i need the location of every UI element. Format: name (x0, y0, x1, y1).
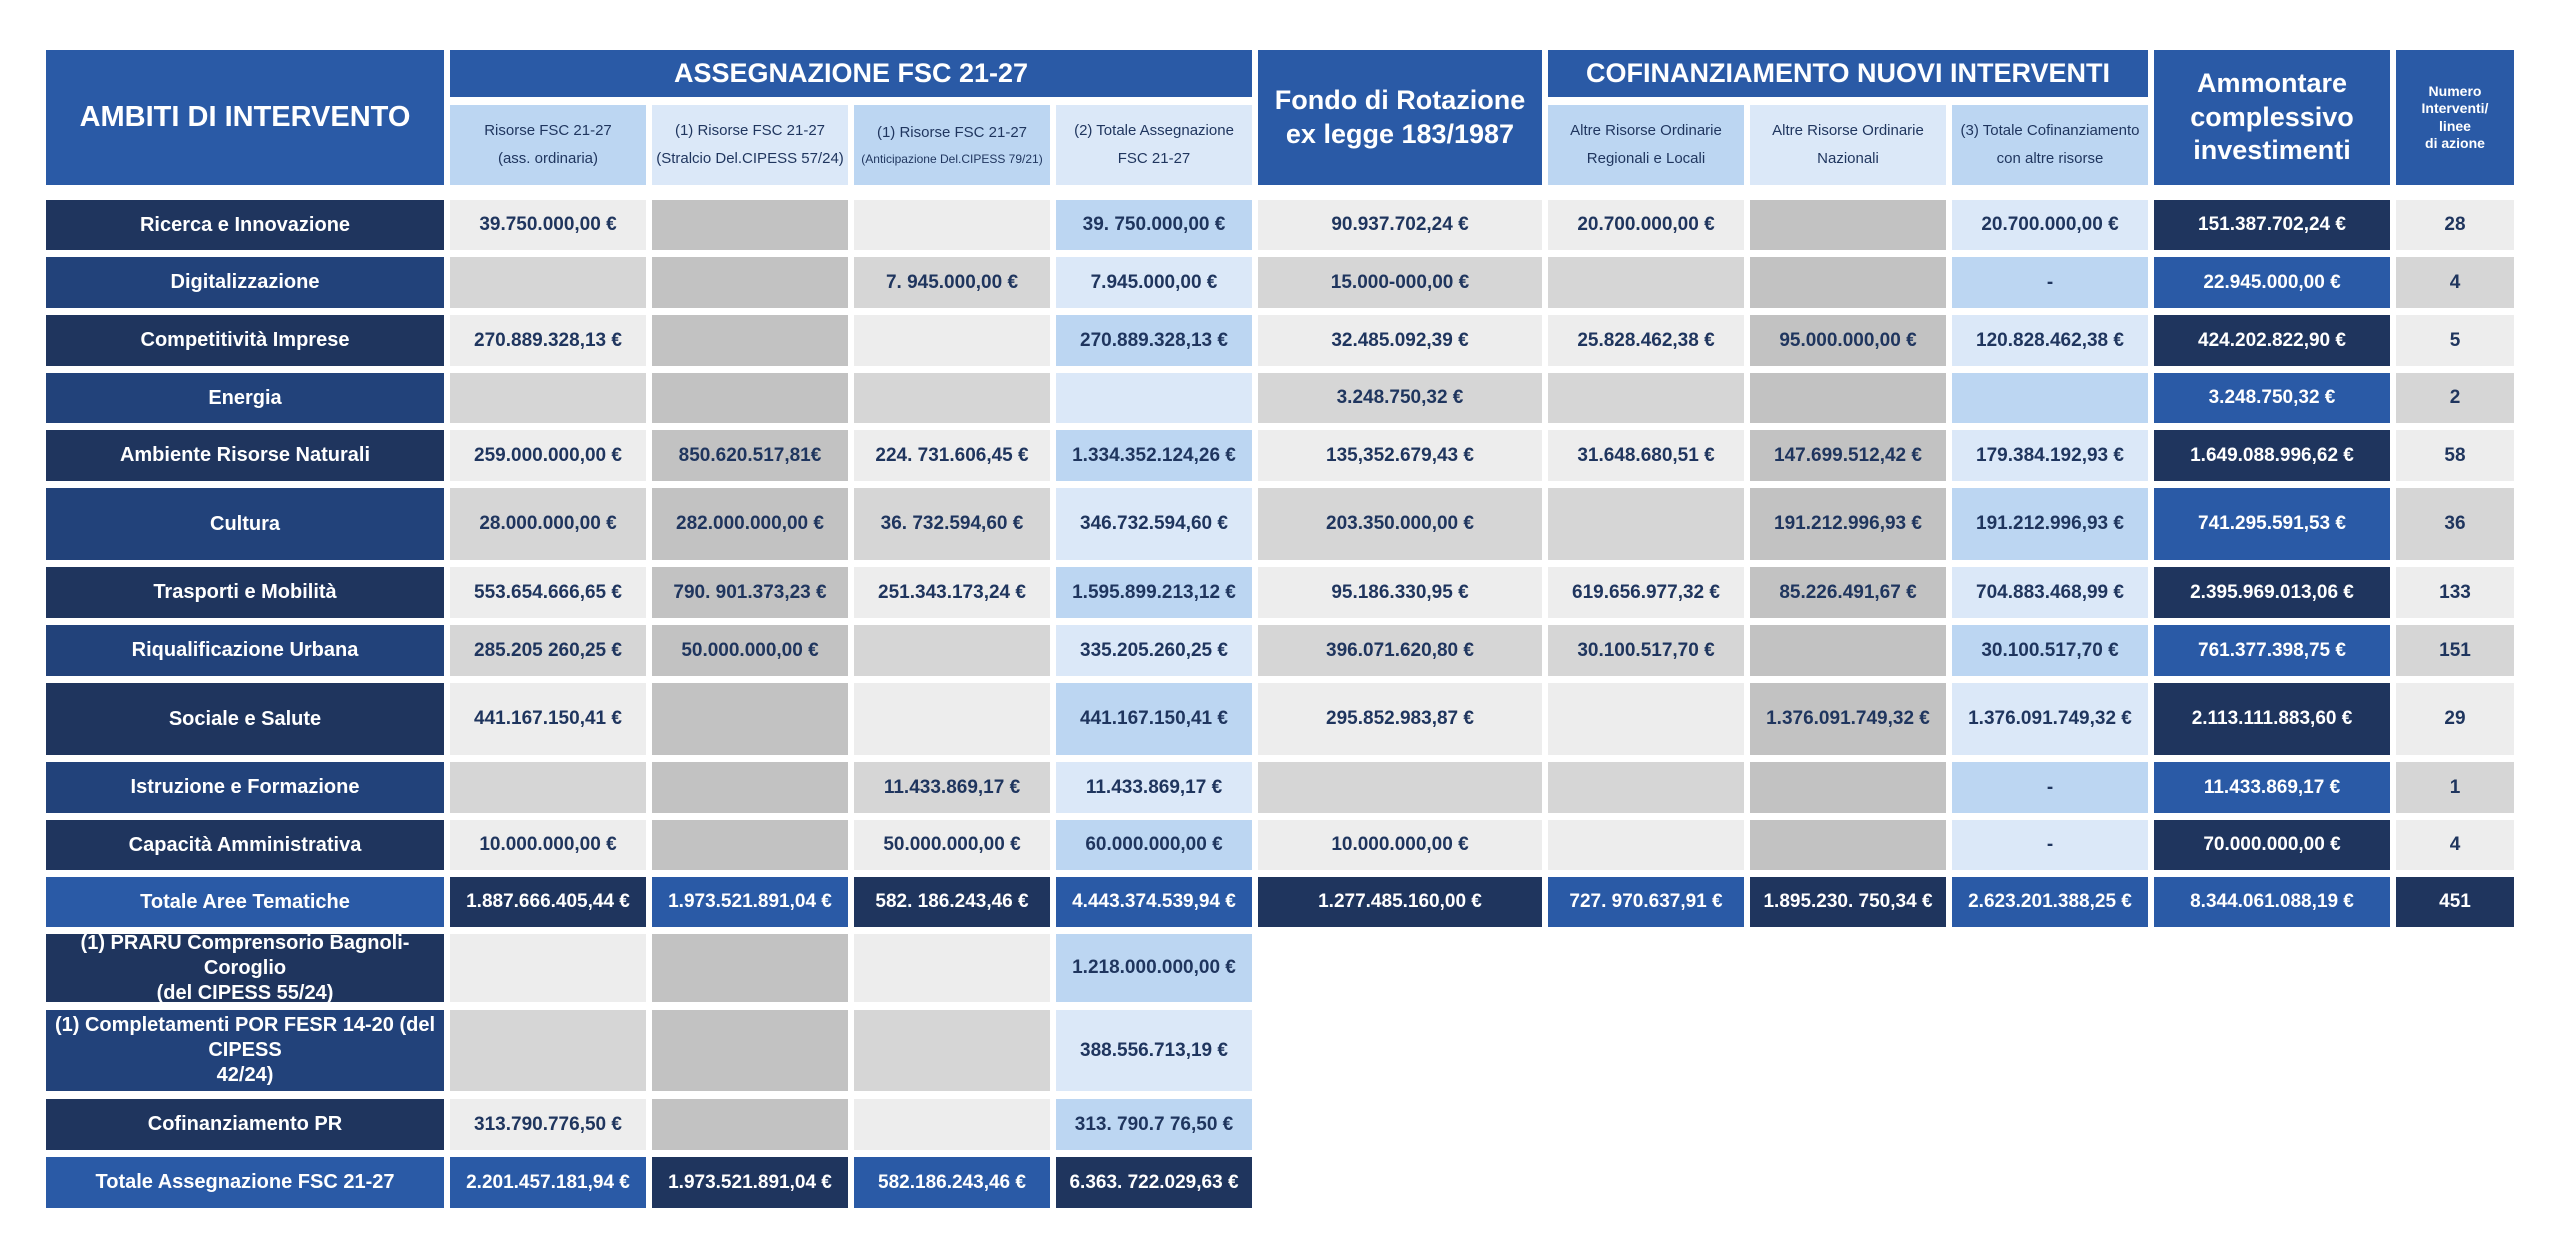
cell-ordinaria: 1.887.666.405,44 € (450, 877, 646, 927)
cell-nazionali (1750, 373, 1946, 423)
cell-numero: 4 (2396, 257, 2514, 308)
header-sub-totale-assegnazione: (2) Totale Assegnazione FSC 21-27 (1056, 105, 1252, 185)
row-label: Totale Assegnazione FSC 21-27 (46, 1157, 444, 1208)
cell-nazionali: 95.000.000,00 € (1750, 315, 1946, 366)
cell-regionali (1548, 683, 1744, 755)
cell-nazionali: 1.895.230. 750,34 € (1750, 877, 1946, 927)
row-label: Digitalizzazione (46, 257, 444, 308)
cell-anticipazione: 582. 186.243,46 € (854, 877, 1050, 927)
cell-anticipazione: 36. 732.594,60 € (854, 488, 1050, 560)
row-label: Cultura (46, 488, 444, 560)
cell-totale-ass: 6.363. 722.029,63 € (1056, 1157, 1252, 1208)
cell-anticipazione (854, 373, 1050, 423)
cell-totale-ass: 388.556.713,19 € (1056, 1010, 1252, 1091)
cell-anticipazione (854, 934, 1050, 1002)
cell-totale-cof: 20.700.000,00 € (1952, 200, 2148, 250)
cell-regionali (1548, 257, 1744, 308)
cell-totale-ass: 346.732.594,60 € (1056, 488, 1252, 560)
cell-ordinaria: 270.889.328,13 € (450, 315, 646, 366)
cell-anticipazione (854, 200, 1050, 250)
cell-ordinaria: 2.201.457.181,94 € (450, 1157, 646, 1208)
cell-fondo: 95.186.330,95 € (1258, 567, 1542, 618)
cell-totale-cof: 120.828.462,38 € (1952, 315, 2148, 366)
cell-totale-ass: 335.205.260,25 € (1056, 625, 1252, 676)
cell-ordinaria (450, 257, 646, 308)
cell-fondo: 135,352.679,43 € (1258, 430, 1542, 481)
cell-ammontare: 11.433.869,17 € (2154, 762, 2390, 813)
cell-numero: 28 (2396, 200, 2514, 250)
cell-nazionali: 1.376.091.749,32 € (1750, 683, 1946, 755)
row-label: Sociale e Salute (46, 683, 444, 755)
cell-totale-ass: 7.945.000,00 € (1056, 257, 1252, 308)
cell-totale-ass: 4.443.374.539,94 € (1056, 877, 1252, 927)
cell-totale-cof: 179.384.192,93 € (1952, 430, 2148, 481)
cell-nazionali (1750, 257, 1946, 308)
cell-ordinaria (450, 934, 646, 1002)
cell-numero: 151 (2396, 625, 2514, 676)
header-sub-regionali: Altre Risorse Ordinarie Regionali e Locali (1548, 105, 1744, 185)
cell-nazionali: 147.699.512,42 € (1750, 430, 1946, 481)
cell-stralcio (652, 683, 848, 755)
cell-numero: 58 (2396, 430, 2514, 481)
header-ambiti: AMBITI DI INTERVENTO (46, 50, 444, 185)
cell-ammontare: 70.000.000,00 € (2154, 820, 2390, 870)
header-numero: Numero Interventi/ linee di azione (2396, 50, 2514, 185)
cell-nazionali: 191.212.996,93 € (1750, 488, 1946, 560)
cell-fondo: 295.852.983,87 € (1258, 683, 1542, 755)
cell-ammontare: 3.248.750,32 € (2154, 373, 2390, 423)
cell-totale-cof: 704.883.468,99 € (1952, 567, 2148, 618)
header-cofinanziamento: COFINANZIAMENTO NUOVI INTERVENTI (1548, 50, 2148, 97)
cell-ammontare: 151.387.702,24 € (2154, 200, 2390, 250)
row-label: Ambiente Risorse Naturali (46, 430, 444, 481)
cell-stralcio (652, 934, 848, 1002)
header-assegnazione: ASSEGNAZIONE FSC 21-27 (450, 50, 1252, 97)
cell-totale-cof: - (1952, 257, 2148, 308)
cell-ordinaria (450, 762, 646, 813)
cell-fondo: 1.277.485.160,00 € (1258, 877, 1542, 927)
cell-anticipazione (854, 1099, 1050, 1150)
header-fondo: Fondo di Rotazione ex legge 183/1987 (1258, 50, 1542, 185)
cell-stralcio (652, 373, 848, 423)
cell-anticipazione (854, 1010, 1050, 1091)
cell-fondo: 203.350.000,00 € (1258, 488, 1542, 560)
cell-anticipazione: 50.000.000,00 € (854, 820, 1050, 870)
cell-fondo: 10.000.000,00 € (1258, 820, 1542, 870)
cell-regionali (1548, 373, 1744, 423)
row-label: Ricerca e Innovazione (46, 200, 444, 250)
row-label: Riqualificazione Urbana (46, 625, 444, 676)
cell-anticipazione: 11.433.869,17 € (854, 762, 1050, 813)
cell-anticipazione (854, 315, 1050, 366)
cell-ordinaria: 313.790.776,50 € (450, 1099, 646, 1150)
cell-stralcio: 1.973.521.891,04 € (652, 1157, 848, 1208)
cell-nazionali (1750, 762, 1946, 813)
header-sub-anticipazione-line1: (1) Risorse FSC 21-27 (876, 124, 1028, 142)
cell-regionali: 20.700.000,00 € (1548, 200, 1744, 250)
cell-totale-ass: 60.000.000,00 € (1056, 820, 1252, 870)
cell-numero: 133 (2396, 567, 2514, 618)
cell-regionali (1548, 762, 1744, 813)
header-sub-ordinaria: Risorse FSC 21-27 (ass. ordinaria) (450, 105, 646, 185)
cell-regionali: 619.656.977,32 € (1548, 567, 1744, 618)
cell-numero: 451 (2396, 877, 2514, 927)
cell-numero: 36 (2396, 488, 2514, 560)
row-label: Trasporti e Mobilità (46, 567, 444, 618)
cell-stralcio (652, 257, 848, 308)
cell-ordinaria: 285.205 260,25 € (450, 625, 646, 676)
cell-numero: 4 (2396, 820, 2514, 870)
cell-totale-cof (1952, 373, 2148, 423)
cell-regionali (1548, 820, 1744, 870)
cell-stralcio: 850.620.517,81€ (652, 430, 848, 481)
cell-ordinaria: 10.000.000,00 € (450, 820, 646, 870)
header-sub-anticipazione-line2: (Anticipazione Del.CIPESS 79/21) (861, 151, 1043, 166)
cell-totale-cof: - (1952, 820, 2148, 870)
cell-stralcio (652, 820, 848, 870)
cell-anticipazione: 251.343.173,24 € (854, 567, 1050, 618)
cell-stralcio: 1.973.521.891,04 € (652, 877, 848, 927)
cell-stralcio (652, 315, 848, 366)
row-label: Totale Aree Tematiche (46, 877, 444, 927)
cell-totale-ass: 313. 790.7 76,50 € (1056, 1099, 1252, 1150)
cell-anticipazione: 224. 731.606,45 € (854, 430, 1050, 481)
cell-totale-ass: 1.218.000.000,00 € (1056, 934, 1252, 1002)
cell-fondo: 15.000-000,00 € (1258, 257, 1542, 308)
cell-fondo: 32.485.092,39 € (1258, 315, 1542, 366)
row-label: Energia (46, 373, 444, 423)
cell-ammontare: 22.945.000,00 € (2154, 257, 2390, 308)
cell-totale-ass: 441.167.150,41 € (1056, 683, 1252, 755)
cell-stralcio (652, 762, 848, 813)
cell-anticipazione (854, 625, 1050, 676)
row-label: Cofinanziamento PR (46, 1099, 444, 1150)
cell-stralcio (652, 1010, 848, 1091)
row-label: (1) Completamenti POR FESR 14-20 (del CIPESS 42/24) (46, 1010, 444, 1091)
row-label: Competitività Imprese (46, 315, 444, 366)
cell-regionali: 25.828.462,38 € (1548, 315, 1744, 366)
cell-totale-ass: 11.433.869,17 € (1056, 762, 1252, 813)
cell-fondo: 3.248.750,32 € (1258, 373, 1542, 423)
cell-numero: 5 (2396, 315, 2514, 366)
cell-fondo: 396.071.620,80 € (1258, 625, 1542, 676)
cell-anticipazione: 7. 945.000,00 € (854, 257, 1050, 308)
cell-regionali (1548, 488, 1744, 560)
cell-ammontare: 761.377.398,75 € (2154, 625, 2390, 676)
cell-ordinaria (450, 373, 646, 423)
cell-numero: 1 (2396, 762, 2514, 813)
cell-numero: 29 (2396, 683, 2514, 755)
cell-stralcio: 790. 901.373,23 € (652, 567, 848, 618)
cell-regionali: 31.648.680,51 € (1548, 430, 1744, 481)
cell-anticipazione (854, 683, 1050, 755)
cell-fondo: 90.937.702,24 € (1258, 200, 1542, 250)
cell-ordinaria (450, 1010, 646, 1091)
cell-ordinaria: 28.000.000,00 € (450, 488, 646, 560)
cell-ammontare: 2.395.969.013,06 € (2154, 567, 2390, 618)
cell-totale-ass: 270.889.328,13 € (1056, 315, 1252, 366)
cell-totale-cof: 191.212.996,93 € (1952, 488, 2148, 560)
cell-stralcio: 282.000.000,00 € (652, 488, 848, 560)
cell-ammontare: 2.113.111.883,60 € (2154, 683, 2390, 755)
row-label: Istruzione e Formazione (46, 762, 444, 813)
cell-numero: 2 (2396, 373, 2514, 423)
cell-ammontare: 741.295.591,53 € (2154, 488, 2390, 560)
cell-ordinaria: 553.654.666,65 € (450, 567, 646, 618)
cell-nazionali (1750, 200, 1946, 250)
cell-ordinaria: 441.167.150,41 € (450, 683, 646, 755)
cell-fondo (1258, 762, 1542, 813)
header-sub-stralcio: (1) Risorse FSC 21-27 (Stralcio Del.CIPESS 57/24) (652, 105, 848, 185)
cell-ordinaria: 39.750.000,00 € (450, 200, 646, 250)
cell-nazionali (1750, 625, 1946, 676)
cell-regionali: 727. 970.637,91 € (1548, 877, 1744, 927)
cell-totale-cof: 2.623.201.388,25 € (1952, 877, 2148, 927)
cell-stralcio: 50.000.000,00 € (652, 625, 848, 676)
cell-ammontare: 1.649.088.996,62 € (2154, 430, 2390, 481)
cell-totale-cof: - (1952, 762, 2148, 813)
cell-totale-ass: 1.334.352.124,26 € (1056, 430, 1252, 481)
cell-nazionali (1750, 820, 1946, 870)
cell-totale-ass (1056, 373, 1252, 423)
cell-ammontare: 8.344.061.088,19 € (2154, 877, 2390, 927)
cell-nazionali: 85.226.491,67 € (1750, 567, 1946, 618)
header-ammontare: Ammontare complessivo investimenti (2154, 50, 2390, 185)
cell-totale-ass: 1.595.899.213,12 € (1056, 567, 1252, 618)
header-sub-totale-cofinanziamento: (3) Totale Cofinanziamento con altre risorse (1952, 105, 2148, 185)
cell-stralcio (652, 1099, 848, 1150)
cell-ammontare: 424.202.822,90 € (2154, 315, 2390, 366)
cell-totale-cof: 30.100.517,70 € (1952, 625, 2148, 676)
header-sub-anticipazione (854, 105, 1050, 185)
row-label: Capacità Amministrativa (46, 820, 444, 870)
row-label: (1) PRARU Comprensorio Bagnoli-Coroglio (del CIPESS 55/24) (46, 934, 444, 1002)
cell-totale-cof: 1.376.091.749,32 € (1952, 683, 2148, 755)
cell-regionali: 30.100.517,70 € (1548, 625, 1744, 676)
header-sub-nazionali: Altre Risorse Ordinarie Nazionali (1750, 105, 1946, 185)
cell-totale-ass: 39. 750.000,00 € (1056, 200, 1252, 250)
cell-stralcio (652, 200, 848, 250)
cell-anticipazione: 582.186.243,46 € (854, 1157, 1050, 1208)
cell-ordinaria: 259.000.000,00 € (450, 430, 646, 481)
